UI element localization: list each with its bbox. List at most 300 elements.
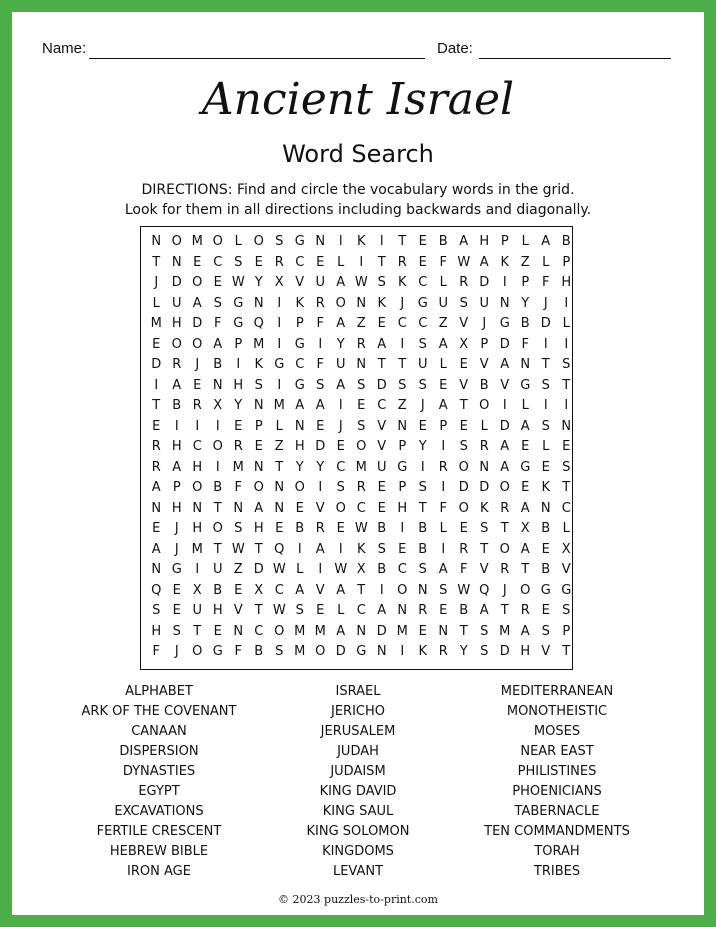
grid-letter[interactable]: B	[541, 521, 551, 536]
grid-letter[interactable]: H	[294, 439, 305, 454]
grid-letter[interactable]: Z	[397, 398, 407, 413]
grid-letter[interactable]: E	[459, 418, 468, 434]
grid-letter[interactable]: M	[273, 398, 285, 413]
grid-letter[interactable]: W	[231, 275, 245, 290]
grid-letter[interactable]: Y	[418, 439, 427, 454]
grid-letter[interactable]: O	[253, 480, 264, 495]
grid-letter[interactable]: S	[562, 459, 571, 475]
grid-letter[interactable]: E	[541, 459, 550, 475]
grid-letter[interactable]: U	[438, 295, 448, 311]
grid-letter[interactable]: N	[171, 254, 182, 270]
grid-letter[interactable]: A	[377, 336, 387, 352]
grid-letter[interactable]: A	[336, 623, 346, 639]
grid-letter[interactable]: N	[397, 603, 408, 618]
grid-letter[interactable]: P	[521, 275, 530, 290]
grid-letter[interactable]: E	[172, 603, 181, 618]
grid-letter[interactable]: S	[357, 377, 366, 393]
grid-letter[interactable]: Q	[253, 316, 264, 331]
grid-letter[interactable]: N	[274, 500, 285, 516]
grid-letter[interactable]: E	[336, 439, 345, 454]
grid-letter[interactable]: N	[233, 500, 244, 516]
grid-letter[interactable]: P	[562, 254, 571, 270]
grid-letter[interactable]: S	[418, 377, 427, 393]
grid-letter[interactable]: E	[316, 418, 325, 434]
grid-letter[interactable]: I	[338, 398, 343, 413]
grid-letter[interactable]: V	[459, 316, 469, 331]
grid-letter[interactable]: S	[480, 644, 489, 659]
grid-letter[interactable]: H	[479, 234, 490, 249]
grid-letter[interactable]: N	[376, 644, 387, 659]
grid-letter[interactable]: I	[277, 295, 282, 311]
grid-letter[interactable]: K	[397, 275, 407, 290]
grid-letter[interactable]: S	[398, 377, 407, 393]
grid-letter[interactable]: T	[541, 357, 550, 372]
grid-letter[interactable]: S	[316, 377, 325, 393]
grid-letter[interactable]: B	[438, 234, 448, 249]
grid-letter[interactable]: V	[479, 562, 489, 577]
grid-letter[interactable]: E	[377, 480, 386, 495]
grid-letter[interactable]: E	[316, 254, 325, 270]
grid-letter[interactable]: H	[561, 275, 572, 290]
grid-letter[interactable]: S	[562, 357, 571, 372]
grid-letter[interactable]: S	[275, 644, 284, 659]
grid-letter[interactable]: C	[192, 439, 202, 454]
grid-letter[interactable]: W	[334, 562, 348, 577]
grid-letter[interactable]: L	[234, 234, 242, 249]
grid-letter[interactable]: G	[233, 316, 244, 331]
grid-letter[interactable]: R	[418, 603, 428, 618]
grid-letter[interactable]: I	[420, 459, 425, 475]
grid-letter[interactable]: I	[400, 644, 405, 659]
grid-letter[interactable]: E	[377, 316, 386, 331]
grid-letter[interactable]: E	[418, 623, 427, 639]
grid-letter[interactable]: P	[562, 623, 571, 639]
grid-letter[interactable]: O	[253, 234, 264, 249]
grid-letter[interactable]: S	[172, 623, 181, 639]
grid-letter[interactable]: L	[439, 521, 447, 536]
grid-letter[interactable]: X	[520, 521, 530, 536]
grid-letter[interactable]: N	[212, 377, 223, 393]
grid-letter[interactable]: E	[541, 541, 550, 557]
grid-letter[interactable]: Z	[438, 316, 448, 331]
grid-letter[interactable]: I	[318, 562, 323, 577]
grid-letter[interactable]: C	[397, 562, 407, 577]
grid-letter[interactable]: R	[315, 521, 325, 536]
grid-letter[interactable]: L	[337, 254, 345, 270]
grid-letter[interactable]: G	[212, 644, 223, 659]
grid-letter[interactable]: E	[562, 439, 571, 454]
grid-letter[interactable]: T	[562, 480, 571, 495]
grid-letter[interactable]: C	[418, 316, 428, 331]
grid-letter[interactable]: A	[500, 459, 510, 475]
grid-letter[interactable]: I	[543, 398, 548, 413]
grid-letter[interactable]: R	[520, 603, 530, 618]
grid-letter[interactable]: D	[458, 480, 469, 495]
grid-letter[interactable]: B	[520, 316, 530, 331]
grid-letter[interactable]: N	[499, 295, 510, 311]
grid-letter[interactable]: J	[154, 275, 159, 290]
grid-letter[interactable]: E	[521, 480, 530, 495]
grid-letter[interactable]: N	[151, 500, 162, 516]
grid-letter[interactable]: A	[520, 418, 530, 434]
grid-letter[interactable]: A	[438, 562, 448, 577]
grid-letter[interactable]: P	[439, 418, 448, 434]
grid-letter[interactable]: A	[438, 336, 448, 352]
grid-letter[interactable]: N	[253, 295, 264, 311]
grid-letter[interactable]: R	[438, 459, 448, 475]
grid-letter[interactable]: V	[315, 500, 325, 516]
grid-letter[interactable]: T	[254, 603, 263, 618]
grid-letter[interactable]: X	[459, 336, 469, 352]
grid-letter[interactable]: N	[479, 459, 490, 475]
grid-letter[interactable]: T	[152, 254, 161, 270]
grid-letter[interactable]: A	[541, 234, 551, 249]
grid-letter[interactable]: I	[277, 336, 282, 352]
grid-letter[interactable]: A	[500, 357, 510, 372]
grid-letter[interactable]: R	[500, 500, 510, 516]
grid-letter[interactable]: L	[480, 418, 488, 434]
grid-letter[interactable]: G	[294, 377, 305, 393]
grid-letter[interactable]: E	[357, 398, 366, 413]
grid-letter[interactable]: Q	[479, 582, 490, 598]
grid-letter[interactable]: F	[234, 644, 242, 659]
grid-letter[interactable]: Z	[356, 316, 366, 331]
grid-letter[interactable]: D	[479, 275, 490, 290]
grid-letter[interactable]: W	[457, 582, 471, 598]
grid-letter[interactable]: R	[172, 357, 182, 372]
grid-letter[interactable]: R	[459, 541, 469, 557]
grid-letter[interactable]: N	[151, 562, 162, 577]
grid-letter[interactable]: S	[295, 603, 304, 618]
grid-letter[interactable]: T	[213, 500, 222, 516]
grid-letter[interactable]: F	[439, 500, 447, 516]
grid-letter[interactable]: O	[458, 459, 469, 475]
grid-letter[interactable]: I	[215, 418, 220, 434]
grid-letter[interactable]: O	[212, 521, 223, 536]
grid-letter[interactable]: E	[254, 439, 263, 454]
grid-letter[interactable]: A	[315, 541, 325, 557]
grid-letter[interactable]: E	[295, 500, 304, 516]
grid-letter[interactable]: B	[254, 644, 264, 659]
grid-letter[interactable]: G	[294, 336, 305, 352]
grid-letter[interactable]: S	[562, 603, 571, 618]
grid-letter[interactable]: S	[541, 623, 550, 639]
grid-letter[interactable]: V	[315, 582, 325, 598]
grid-letter[interactable]: R	[479, 439, 489, 454]
grid-letter[interactable]: U	[417, 357, 428, 372]
grid-letter[interactable]: G	[540, 582, 551, 598]
grid-letter[interactable]: V	[479, 357, 489, 372]
grid-letter[interactable]: M	[191, 234, 203, 249]
grid-letter[interactable]: O	[192, 644, 203, 659]
grid-letter[interactable]: Y	[459, 644, 468, 659]
grid-letter[interactable]: T	[521, 562, 530, 577]
grid-letter[interactable]: S	[541, 418, 550, 434]
grid-letter[interactable]: M	[294, 644, 306, 659]
grid-letter[interactable]: H	[212, 603, 223, 618]
grid-letter[interactable]: X	[254, 582, 264, 598]
grid-letter[interactable]: R	[356, 480, 366, 495]
grid-letter[interactable]: I	[441, 439, 446, 454]
grid-letter[interactable]: B	[418, 541, 428, 557]
grid-letter[interactable]: A	[254, 500, 264, 516]
grid-letter[interactable]: I	[400, 336, 405, 352]
grid-letter[interactable]: A	[438, 398, 448, 413]
grid-letter[interactable]: U	[192, 603, 202, 618]
grid-letter[interactable]: R	[500, 562, 510, 577]
grid-letter[interactable]: N	[274, 480, 285, 495]
grid-letter[interactable]: R	[438, 644, 448, 659]
grid-letter[interactable]: I	[543, 336, 548, 352]
grid-letter[interactable]: P	[254, 418, 263, 434]
grid-letter[interactable]: A	[172, 459, 182, 475]
grid-letter[interactable]: L	[562, 316, 570, 331]
grid-letter[interactable]: H	[151, 623, 162, 639]
grid-letter[interactable]: L	[562, 521, 570, 536]
grid-letter[interactable]: K	[356, 234, 366, 249]
grid-letter[interactable]: F	[316, 357, 324, 372]
grid-letter[interactable]: V	[377, 418, 387, 434]
grid-letter[interactable]: E	[418, 418, 427, 434]
grid-letter[interactable]: H	[192, 459, 203, 475]
grid-letter[interactable]: F	[316, 316, 324, 331]
grid-letter[interactable]: I	[400, 521, 405, 536]
grid-letter[interactable]: D	[376, 623, 387, 639]
grid-letter[interactable]: A	[151, 480, 161, 495]
grid-letter[interactable]: N	[397, 418, 408, 434]
grid-letter[interactable]: N	[520, 357, 531, 372]
grid-letter[interactable]: A	[295, 582, 305, 598]
grid-letter[interactable]: A	[459, 234, 469, 249]
grid-letter[interactable]: T	[459, 398, 468, 413]
grid-letter[interactable]: O	[274, 623, 285, 639]
grid-letter[interactable]: S	[275, 234, 284, 249]
grid-letter[interactable]: S	[377, 541, 386, 557]
grid-letter[interactable]: D	[540, 316, 551, 331]
grid-letter[interactable]: E	[439, 377, 448, 393]
grid-letter[interactable]: G	[397, 459, 408, 475]
grid-letter[interactable]: K	[418, 644, 428, 659]
grid-letter[interactable]: H	[233, 377, 244, 393]
date-line[interactable]	[479, 58, 671, 59]
grid-letter[interactable]: M	[253, 336, 265, 352]
grid-letter[interactable]: O	[212, 234, 223, 249]
grid-letter[interactable]: I	[318, 480, 323, 495]
grid-letter[interactable]: T	[562, 644, 571, 659]
grid-letter[interactable]: V	[541, 644, 551, 659]
grid-letter[interactable]: S	[254, 377, 263, 393]
grid-letter[interactable]: T	[357, 582, 366, 598]
grid-letter[interactable]: P	[398, 439, 407, 454]
grid-letter[interactable]: D	[499, 336, 510, 352]
grid-letter[interactable]: L	[521, 398, 529, 413]
grid-letter[interactable]: M	[150, 316, 162, 331]
grid-letter[interactable]: C	[295, 357, 305, 372]
grid-letter[interactable]: O	[171, 234, 182, 249]
grid-letter[interactable]: S	[357, 418, 366, 434]
grid-letter[interactable]: M	[499, 623, 511, 639]
grid-letter[interactable]: B	[213, 480, 223, 495]
grid-letter[interactable]: E	[541, 603, 550, 618]
grid-letter[interactable]: I	[338, 234, 343, 249]
grid-letter[interactable]: F	[460, 562, 468, 577]
grid-letter[interactable]: T	[500, 603, 509, 618]
grid-letter[interactable]: F	[214, 316, 222, 331]
grid-letter[interactable]: S	[234, 254, 243, 270]
grid-letter[interactable]: H	[192, 521, 203, 536]
grid-letter[interactable]: N	[253, 459, 264, 475]
grid-letter[interactable]: D	[171, 275, 182, 290]
grid-letter[interactable]: G	[520, 459, 531, 475]
grid-letter[interactable]: G	[520, 377, 531, 393]
grid-letter[interactable]: I	[564, 398, 569, 413]
grid-letter[interactable]: S	[459, 295, 468, 311]
grid-letter[interactable]: S	[480, 521, 489, 536]
grid-letter[interactable]: L	[152, 295, 160, 311]
grid-letter[interactable]: A	[377, 603, 387, 618]
grid-letter[interactable]: O	[294, 480, 305, 495]
grid-letter[interactable]: I	[379, 582, 384, 598]
grid-letter[interactable]: S	[541, 377, 550, 393]
grid-letter[interactable]: Y	[234, 398, 243, 413]
grid-letter[interactable]: O	[192, 336, 203, 352]
name-line[interactable]	[89, 58, 425, 59]
grid-letter[interactable]: J	[400, 295, 405, 311]
grid-letter[interactable]: A	[213, 336, 223, 352]
grid-letter[interactable]: I	[379, 234, 384, 249]
grid-letter[interactable]: O	[192, 275, 203, 290]
grid-letter[interactable]: Y	[316, 459, 325, 475]
grid-letter[interactable]: V	[561, 562, 571, 577]
grid-letter[interactable]: P	[398, 480, 407, 495]
grid-letter[interactable]: E	[459, 357, 468, 372]
grid-letter[interactable]: G	[274, 357, 285, 372]
grid-letter[interactable]: L	[337, 603, 345, 618]
grid-letter[interactable]: T	[213, 541, 222, 557]
grid-letter[interactable]: H	[520, 644, 531, 659]
grid-letter[interactable]: E	[152, 336, 161, 352]
grid-letter[interactable]: E	[193, 377, 202, 393]
grid-letter[interactable]: I	[297, 541, 302, 557]
grid-letter[interactable]: T	[459, 623, 468, 639]
grid-letter[interactable]: I	[502, 275, 507, 290]
grid-letter[interactable]: N	[356, 295, 367, 311]
grid-letter[interactable]: V	[459, 377, 469, 393]
grid-letter[interactable]: O	[397, 582, 408, 598]
grid-letter[interactable]: X	[274, 275, 284, 290]
grid-letter[interactable]: E	[418, 254, 427, 270]
grid-letter[interactable]: D	[253, 562, 264, 577]
grid-letter[interactable]: E	[275, 521, 284, 536]
grid-letter[interactable]: E	[234, 582, 243, 598]
grid-letter[interactable]: L	[542, 439, 550, 454]
grid-letter[interactable]: B	[213, 357, 223, 372]
grid-letter[interactable]: E	[193, 254, 202, 270]
grid-letter[interactable]: Z	[520, 254, 530, 270]
grid-letter[interactable]: D	[499, 418, 510, 434]
grid-letter[interactable]: B	[459, 603, 469, 618]
grid-letter[interactable]: H	[253, 521, 264, 536]
grid-letter[interactable]: E	[418, 234, 427, 249]
grid-letter[interactable]: I	[564, 336, 569, 352]
grid-letter[interactable]: E	[234, 418, 243, 434]
grid-letter[interactable]: T	[152, 398, 161, 413]
grid-letter[interactable]: N	[417, 582, 428, 598]
grid-letter[interactable]: M	[294, 623, 306, 639]
grid-letter[interactable]: I	[236, 357, 241, 372]
grid-letter[interactable]: G	[294, 234, 305, 249]
grid-letter[interactable]: M	[232, 459, 244, 475]
grid-letter[interactable]: S	[418, 562, 427, 577]
grid-letter[interactable]: V	[233, 603, 243, 618]
grid-letter[interactable]: F	[521, 336, 529, 352]
grid-letter[interactable]: U	[171, 295, 182, 311]
grid-letter[interactable]: J	[543, 295, 548, 311]
grid-letter[interactable]: A	[151, 541, 161, 557]
grid-letter[interactable]: V	[500, 377, 510, 393]
grid-letter[interactable]: V	[377, 439, 387, 454]
grid-letter[interactable]: X	[356, 562, 366, 577]
grid-letter[interactable]: T	[398, 357, 407, 372]
grid-letter[interactable]: N	[356, 357, 367, 372]
grid-letter[interactable]: E	[398, 541, 407, 557]
grid-letter[interactable]: Y	[295, 459, 304, 475]
grid-letter[interactable]: A	[172, 377, 182, 393]
grid-letter[interactable]: C	[397, 316, 407, 331]
grid-letter[interactable]: C	[356, 603, 366, 618]
grid-letter[interactable]: N	[253, 398, 264, 413]
grid-letter[interactable]: N	[315, 234, 326, 249]
grid-letter[interactable]: W	[272, 603, 286, 618]
grid-letter[interactable]: O	[520, 582, 531, 598]
grid-letter[interactable]: H	[171, 500, 182, 516]
grid-letter[interactable]: S	[418, 336, 427, 352]
grid-letter[interactable]: I	[338, 541, 343, 557]
grid-letter[interactable]: C	[213, 254, 223, 270]
grid-letter[interactable]: S	[234, 521, 243, 536]
grid-letter[interactable]: L	[439, 275, 447, 290]
grid-letter[interactable]: X	[192, 582, 202, 598]
grid-letter[interactable]: I	[277, 316, 282, 331]
grid-letter[interactable]: N	[294, 418, 305, 434]
grid-letter[interactable]: S	[439, 582, 448, 598]
grid-letter[interactable]: O	[356, 439, 367, 454]
grid-letter[interactable]: A	[336, 316, 346, 331]
grid-letter[interactable]: I	[441, 480, 446, 495]
grid-letter[interactable]: P	[480, 336, 489, 352]
grid-letter[interactable]: B	[418, 521, 428, 536]
grid-letter[interactable]: B	[377, 521, 387, 536]
grid-letter[interactable]: J	[482, 316, 487, 331]
grid-letter[interactable]: C	[561, 500, 571, 516]
grid-letter[interactable]: B	[561, 234, 571, 249]
grid-letter[interactable]: Z	[233, 562, 243, 577]
grid-letter[interactable]: D	[335, 644, 346, 659]
grid-letter[interactable]: S	[213, 295, 222, 311]
grid-letter[interactable]: E	[439, 603, 448, 618]
grid-letter[interactable]: H	[171, 316, 182, 331]
grid-letter[interactable]: R	[397, 254, 407, 270]
grid-letter[interactable]: G	[417, 295, 428, 311]
grid-letter[interactable]: C	[295, 254, 305, 270]
grid-letter[interactable]: S	[377, 275, 386, 290]
grid-letter[interactable]: Z	[274, 439, 284, 454]
grid-letter[interactable]: V	[295, 275, 305, 290]
grid-letter[interactable]: X	[561, 541, 571, 557]
grid-letter[interactable]: E	[316, 603, 325, 618]
grid-letter[interactable]: A	[315, 398, 325, 413]
grid-letter[interactable]: O	[315, 644, 326, 659]
